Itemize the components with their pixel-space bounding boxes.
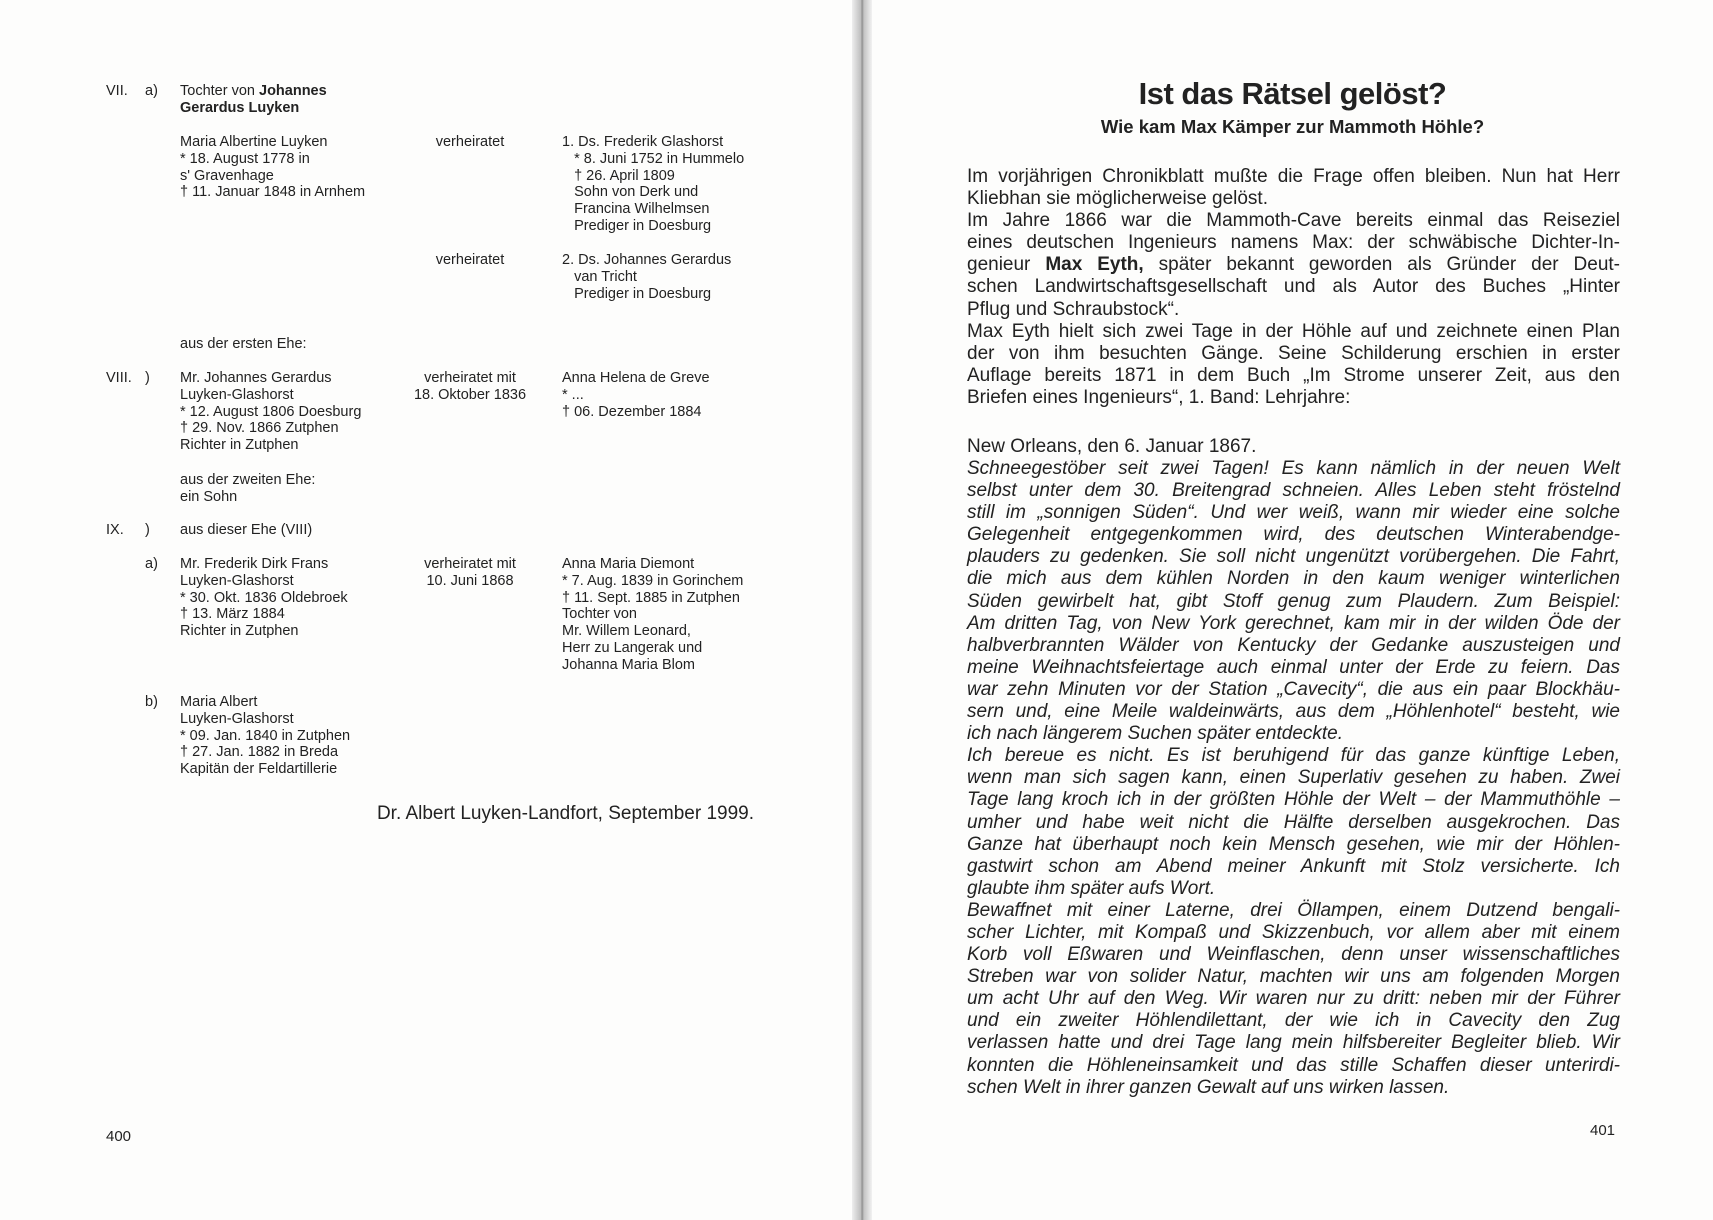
entry-letter: a) xyxy=(145,83,158,99)
marriage-info: verheiratet mit 10. Juni 1868 xyxy=(424,556,516,589)
generation-numeral: IX. xyxy=(106,522,124,538)
letter-heading: New Orleans, den 6. Januar 1867. xyxy=(967,436,1257,457)
person-entry: aus der ersten Ehe: xyxy=(180,336,307,352)
entry-letter: b) xyxy=(145,694,158,710)
left-page xyxy=(0,0,852,1220)
entry-letter: ) xyxy=(145,522,150,538)
generation-numeral: VIII. xyxy=(106,370,132,386)
book-gutter xyxy=(852,0,872,1220)
person-entry: aus dieser Ehe (VIII) xyxy=(180,522,313,538)
person-entry: Maria Albert Luyken-Glashorst * 09. Jan. 1840 in Zutphen † 27. Jan. 1882 in Breda Kapitän der Feldartillerie xyxy=(180,694,351,778)
article-subtitle: Wie kam Max Kämper zur Mammoth Höhle? xyxy=(1100,116,1485,137)
marriage-info: verheiratet xyxy=(435,134,505,150)
spouse-entry: 1. Ds. Frederik Glashorst * 8. Juni 1752 in Hummelo † 26. April 1809 Sohn von Derk und Francina Wilhelmsen Prediger in Doesburg xyxy=(562,134,745,234)
spouse-entry: 2. Ds. Johannes Gerardus van Tricht Prediger in Doesburg xyxy=(562,252,732,302)
letter-text: Schneegestöber seit zwei Tagen! Es kann nämlich in der neuen Welt selbst unter dem 30. Breitengrad schneien. Alles Leben steht fröstelnd still im „sonnigen Süden“. Und wer weiß, wann mir wieder eine solche Gelegenheit entgegenkommen wird, des deutschen Winterabendge- plauders zu gedenken. Sie soll nicht ungenützt vorübergehen. Die Fahrt, die mich aus dem kühlen Norden in den kaum weniger winterlichen Süden gewirbelt hat, gibt Stoff genug zum Plaudern. Zum Beispiel: Am dritten Tag, von New York gerechnet, kam mir in der wilden Öde der halbverbrannten Wälder von Kentucky der Gedanke auszusteigen und meine Weihnachtsfeiertage auch einmal unter der Erde zu feiern. Das war zehn Minuten vor der Station „Cavecity“, die aus ein paar Blockhäu- sern und, eine Meile waldeinwärts, aus dem „Höhlenhotel“ besteht, wie ich nach längerem Suchen später entdeckte. Ich bereue es nicht. Es ist beruhigend für das ganze künftige Leben, wenn man sich sagen kann, einen Superlativ gesehen zu haben. Zwei Tage lang kroch ich in der größten Höhle der Welt – der Mammuthöhle – umher und habe weit nicht die Hälfte derselben ausgekrochen. Das Ganze hat überhaupt noch kein Mensch gesehen, wie mir der Höhlen- gastwirt schon am Abend meiner Ankunft mit Stolz versicherte. Ich glaubte ihm später aufs Wort. Bewaffnet mit einer Laterne, drei Öllampen, einem Dutzend bengali- scher Lichter, mit Kompaß und Skizzenbuch, vor allem aber mit einem Korb voll Eßwaren und Weinflaschen, denn unser wissenschaftliches Streben war von solider Natur, machten wir uns am folgenden Morgen um acht Uhr auf den Weg. Wir waren nur zu dritt: neben mir der Führer und ein zweiter Höhlendilettant, der wie ich in Cavecity den Zug verlassen hatte und drei Tage lang mein hilfsbereiter Begleiter blieb. Wir konnten die Höhleneinsamkeit und das stille Schaffen dieser unterirdi- schen Welt in ihrer ganzen Gewalt auf uns wirken lassen. xyxy=(967,458,1620,1098)
person-entry: Maria Albertine Luyken * 18. August 1778 in s' Gravenhage † 11. Januar 1848 in Arnhem xyxy=(180,134,366,201)
marriage-info: verheiratet mit 18. Oktober 1836 xyxy=(413,370,527,403)
page-number-right: 401 xyxy=(1590,1122,1616,1139)
generation-numeral: VII. xyxy=(106,83,128,99)
entry-letter: ) xyxy=(145,370,150,386)
article-title: Ist das Rätsel gelöst? xyxy=(1138,76,1447,111)
signature: Dr. Albert Luyken-Landfort, September 1999. xyxy=(376,803,754,824)
spouse-entry: Anna Maria Diemont * 7. Aug. 1839 in Gorinchem † 11. Sept. 1885 in Zutphen Tochter von Mr. Willem Leonard, Herr zu Langerak und Johanna Maria Blom xyxy=(562,556,744,673)
intro-paragraphs: Im vorjährigen Chronikblatt mußte die Frage offen bleiben. Nun hat Herr Kliebhan sie möglicherweise gelöst. Im Jahre 1866 war die Mammoth-Cave bereits einmal das Reiseziel eines deutschen Ingenieurs namens Max: der schwäbische Dichter-In- genieur Max Eyth, später bekannt geworden als Gründer der Deut- schen Landwirtschaftsgesellschaft und als Autor des Buches „Hinter Pflug und Schraubstock“. Max Eyth hielt sich zwei Tage in der Höhle auf und zeichnete einen Plan der von ihm besuchten Gänge. Seine Schilderung erschien in erster Auflage bereits 1871 in dem Buch „Im Strome unserer Zeit, aus den Briefen eines Ingenieurs“, 1. Band: Lehrjahre: xyxy=(967,166,1621,408)
entry-letter: a) xyxy=(145,556,158,572)
right-page xyxy=(872,0,1713,1220)
spouse-entry: Anna Helena de Greve * ... † 06. Dezember 1884 xyxy=(562,370,710,420)
person-entry: Mr. Johannes Gerardus Luyken-Glashorst * 12. August 1806 Doesburg † 29. Nov. 1866 Zutphen Richter in Zutphen xyxy=(180,370,362,454)
person-entry: Mr. Frederik Dirk Frans Luyken-Glashorst * 30. Okt. 1836 Oldebroek † 13. März 1884 Richter in Zutphen xyxy=(180,556,348,640)
marriage-info: verheiratet xyxy=(435,252,505,268)
person-entry: Tochter von Johannes Gerardus Luyken xyxy=(180,83,327,116)
page-number-left: 400 xyxy=(106,1128,132,1145)
person-entry: aus der zweiten Ehe: ein Sohn xyxy=(180,472,316,505)
